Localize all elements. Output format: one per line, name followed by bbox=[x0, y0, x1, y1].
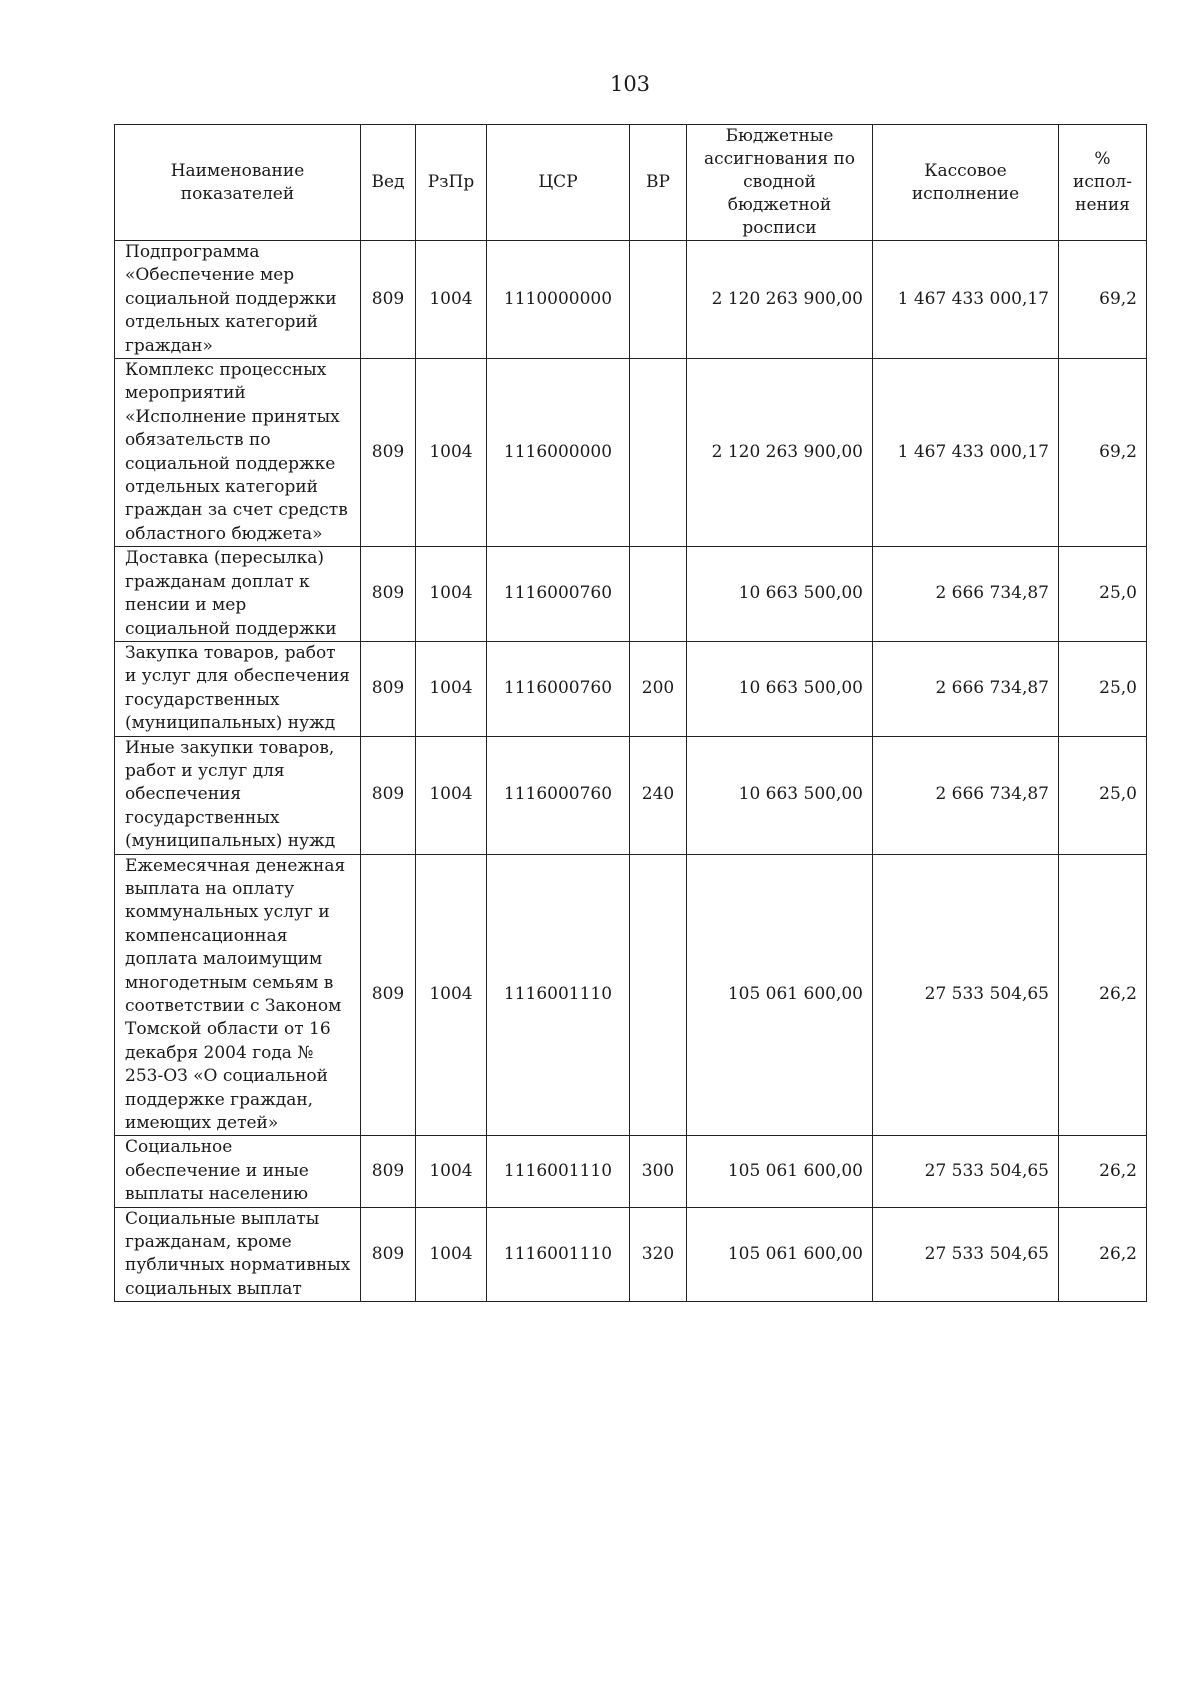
cell-budget-assignments: 10 663 500,00 bbox=[687, 547, 873, 642]
cell-percent: 26,2 bbox=[1059, 1207, 1147, 1302]
cell-vr: 240 bbox=[630, 736, 687, 854]
cell-percent: 69,2 bbox=[1059, 241, 1147, 359]
cell-budget-assignments: 105 061 600,00 bbox=[687, 1136, 873, 1207]
cell-percent: 69,2 bbox=[1059, 359, 1147, 547]
cell-vr: 200 bbox=[630, 641, 687, 736]
header-percent: % испол-нения bbox=[1059, 125, 1147, 241]
cell-budget-assignments: 10 663 500,00 bbox=[687, 641, 873, 736]
cell-vr: 320 bbox=[630, 1207, 687, 1302]
cell-vr bbox=[630, 547, 687, 642]
cell-ved: 809 bbox=[361, 359, 416, 547]
cell-vr: 300 bbox=[630, 1136, 687, 1207]
cell-percent: 25,0 bbox=[1059, 641, 1147, 736]
cell-rzpr: 1004 bbox=[416, 241, 487, 359]
cell-csr: 1116000760 bbox=[487, 641, 630, 736]
cell-name: Доставка (пересылка) гражданам доплат к пенсии и мер социальной поддержки bbox=[115, 547, 361, 642]
cell-csr: 1116000760 bbox=[487, 736, 630, 854]
table-row bbox=[115, 641, 1147, 736]
cell-rzpr: 1004 bbox=[416, 641, 487, 736]
cell-csr: 1116001110 bbox=[487, 1136, 630, 1207]
cell-ved: 809 bbox=[361, 736, 416, 854]
budget-execution-table bbox=[114, 124, 1147, 1302]
cell-rzpr: 1004 bbox=[416, 1136, 487, 1207]
cell-budget-assignments: 2 120 263 900,00 bbox=[687, 241, 873, 359]
cell-cash-execution: 2 666 734,87 bbox=[873, 641, 1059, 736]
table-header bbox=[115, 125, 1147, 241]
cell-name: Социальное обеспечение и иные выплаты населению bbox=[115, 1136, 361, 1207]
cell-cash-execution: 1 467 433 000,17 bbox=[873, 241, 1059, 359]
table-row bbox=[115, 1136, 1147, 1207]
cell-csr: 1116000760 bbox=[487, 547, 630, 642]
header-budget-assignments: Бюджетные ассигнования по сводной бюджетной росписи bbox=[687, 125, 873, 241]
header-rzpr: РзПр bbox=[416, 125, 487, 241]
header-cash-execution: Кассовое исполнение bbox=[873, 125, 1059, 241]
header-name: Наименование показателей bbox=[115, 125, 361, 241]
cell-cash-execution: 2 666 734,87 bbox=[873, 547, 1059, 642]
cell-percent: 25,0 bbox=[1059, 547, 1147, 642]
cell-budget-assignments: 2 120 263 900,00 bbox=[687, 359, 873, 547]
cell-rzpr: 1004 bbox=[416, 736, 487, 854]
cell-vr bbox=[630, 854, 687, 1136]
cell-cash-execution: 1 467 433 000,17 bbox=[873, 359, 1059, 547]
cell-ved: 809 bbox=[361, 854, 416, 1136]
cell-percent: 26,2 bbox=[1059, 1136, 1147, 1207]
header-row bbox=[115, 125, 1147, 241]
cell-ved: 809 bbox=[361, 547, 416, 642]
cell-rzpr: 1004 bbox=[416, 359, 487, 547]
cell-vr bbox=[630, 359, 687, 547]
page-number: 103 bbox=[609, 72, 651, 96]
table-row bbox=[115, 854, 1147, 1136]
cell-cash-execution: 2 666 734,87 bbox=[873, 736, 1059, 854]
cell-rzpr: 1004 bbox=[416, 854, 487, 1136]
header-csr: ЦСР bbox=[487, 125, 630, 241]
cell-ved: 809 bbox=[361, 1136, 416, 1207]
table-row bbox=[115, 359, 1147, 547]
cell-cash-execution: 27 533 504,65 bbox=[873, 854, 1059, 1136]
cell-name: Подпрограмма «Обеспечение мер социальной поддержки отдельных категорий граждан» bbox=[115, 241, 361, 359]
cell-rzpr: 1004 bbox=[416, 1207, 487, 1302]
cell-ved: 809 bbox=[361, 241, 416, 359]
header-ved: Вед bbox=[361, 125, 416, 241]
cell-csr: 1116001110 bbox=[487, 854, 630, 1136]
table-row bbox=[115, 241, 1147, 359]
cell-cash-execution: 27 533 504,65 bbox=[873, 1136, 1059, 1207]
cell-name: Социальные выплаты гражданам, кроме публичных нормативных социальных выплат bbox=[115, 1207, 361, 1302]
cell-ved: 809 bbox=[361, 1207, 416, 1302]
cell-percent: 26,2 bbox=[1059, 854, 1147, 1136]
cell-ved: 809 bbox=[361, 641, 416, 736]
cell-csr: 1110000000 bbox=[487, 241, 630, 359]
cell-name: Закупка товаров, работ и услуг для обеспечения государственных (муниципальных) нужд bbox=[115, 641, 361, 736]
table-body bbox=[115, 241, 1147, 1302]
cell-rzpr: 1004 bbox=[416, 547, 487, 642]
table-row bbox=[115, 547, 1147, 642]
cell-vr bbox=[630, 241, 687, 359]
cell-name: Комплекс процессных мероприятий «Исполнение принятых обязательств по социальной поддержке отдельных категорий граждан за счет средств областного бюджета» bbox=[115, 359, 361, 547]
cell-csr: 1116000000 bbox=[487, 359, 630, 547]
table-row bbox=[115, 1207, 1147, 1302]
cell-percent: 25,0 bbox=[1059, 736, 1147, 854]
table-row bbox=[115, 736, 1147, 854]
cell-budget-assignments: 105 061 600,00 bbox=[687, 1207, 873, 1302]
cell-csr: 1116001110 bbox=[487, 1207, 630, 1302]
cell-cash-execution: 27 533 504,65 bbox=[873, 1207, 1059, 1302]
cell-budget-assignments: 105 061 600,00 bbox=[687, 854, 873, 1136]
cell-name: Иные закупки товаров, работ и услуг для обеспечения государственных (муниципальных) нужд bbox=[115, 736, 361, 854]
cell-name: Ежемесячная денежная выплата на оплату коммунальных услуг и компенсационная доплата малоимущим многодетным семьям в соответствии с Законом Томской области от 16 декабря 2004 года № 253-ОЗ «О социальной поддержке граждан, имеющих детей» bbox=[115, 854, 361, 1136]
cell-budget-assignments: 10 663 500,00 bbox=[687, 736, 873, 854]
header-vr: ВР bbox=[630, 125, 687, 241]
